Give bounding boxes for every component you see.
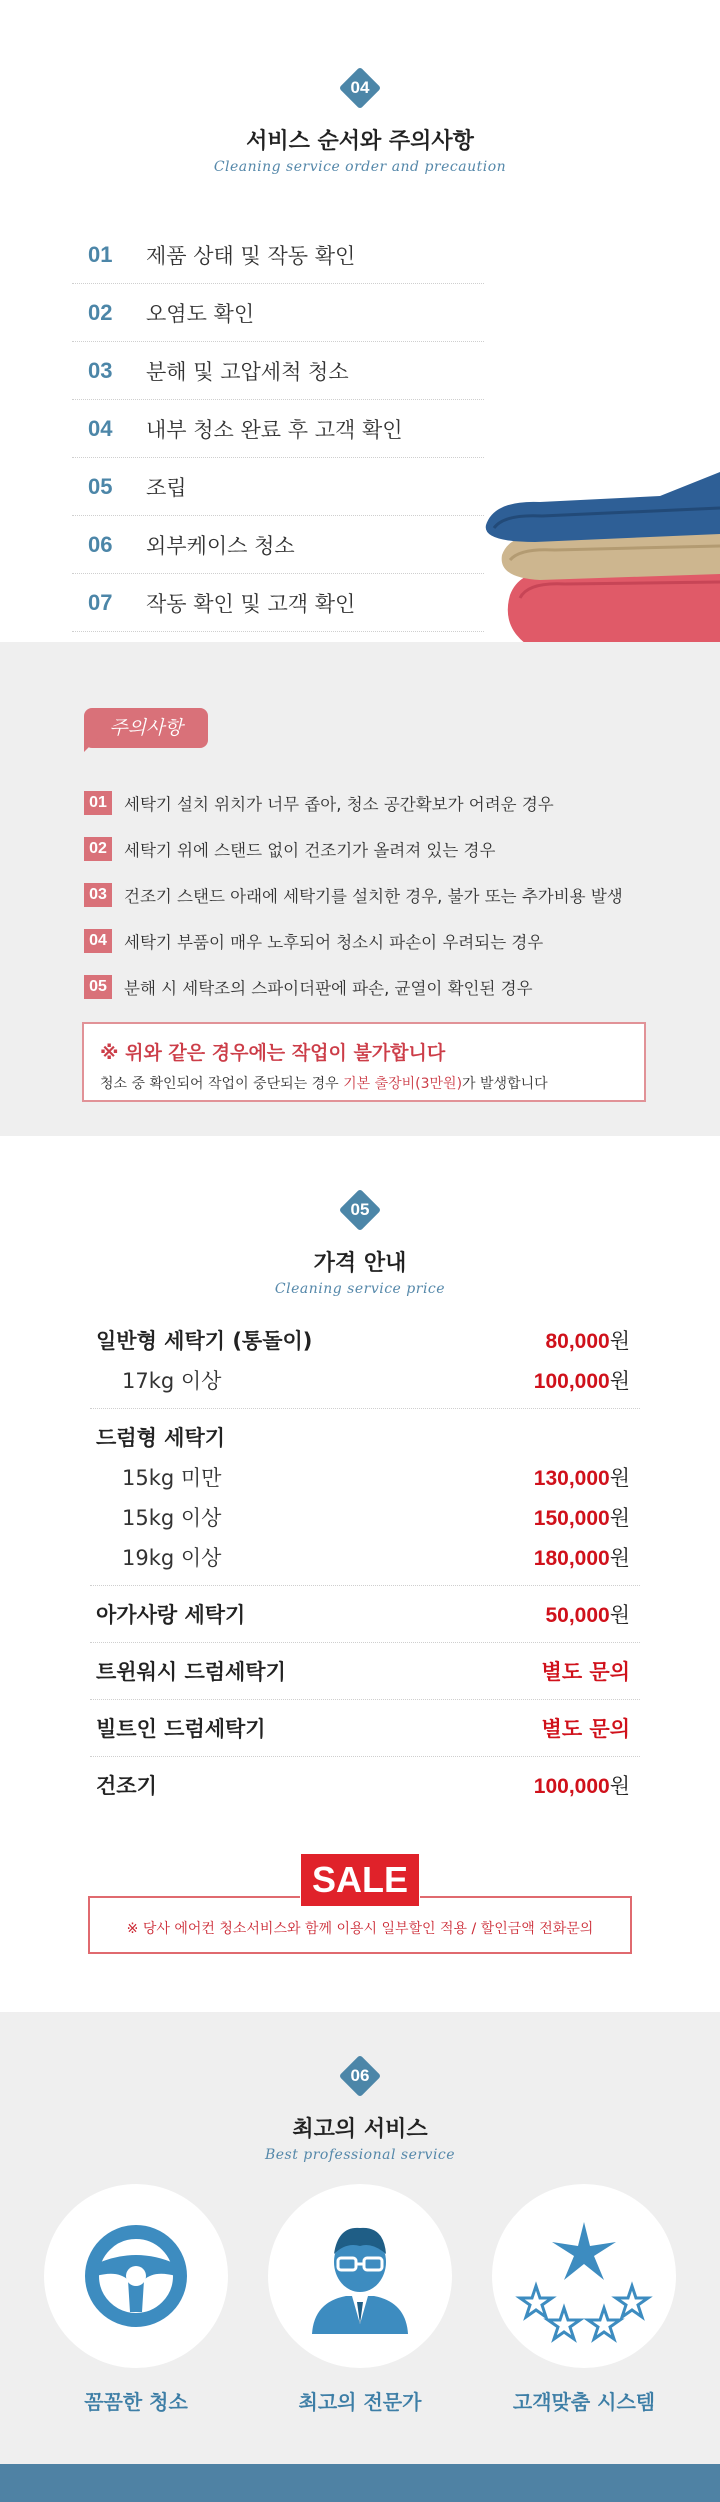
caution-item xyxy=(84,780,684,826)
step-list xyxy=(72,226,484,632)
price-row xyxy=(90,1594,640,1634)
warning-fee-highlight: 기본 출장비(3만원) xyxy=(343,1076,463,1092)
price-group xyxy=(90,1700,640,1757)
step-text: 외부케이스 청소 xyxy=(146,533,295,558)
section-header xyxy=(0,2054,720,2163)
price-row xyxy=(90,1320,640,1360)
price-row xyxy=(90,1457,640,1497)
caution-number: 01 xyxy=(84,791,112,815)
feature-circle xyxy=(492,2184,676,2368)
section-title: 서비스 순서와 주의사항 xyxy=(246,129,474,154)
step-text: 분해 및 고압세척 청소 xyxy=(146,359,349,384)
sale-note: ※ 당사 에어컨 청소서비스와 함께 이용시 일부할인 적용 / 할인금액 전화문의 xyxy=(126,1921,594,1937)
step-item xyxy=(72,400,484,458)
product-price: 130,000원 xyxy=(533,1466,630,1490)
price-group xyxy=(90,1643,640,1700)
section-subtitle: Cleaning service order and precaution xyxy=(213,159,507,175)
step-text: 조립 xyxy=(146,475,187,500)
price-group xyxy=(90,1586,640,1643)
sale-badge: SALE xyxy=(301,1854,419,1906)
step-text: 내부 청소 완료 후 고객 확인 xyxy=(146,417,403,442)
feature-circle xyxy=(44,2184,228,2368)
product-price: 별도 문의 xyxy=(541,1717,630,1741)
section-title: 최고의 서비스 xyxy=(292,2117,428,2142)
caution-list xyxy=(84,780,684,1010)
product-price: 80,000원 xyxy=(545,1329,630,1353)
warning-title: ※ 위와 같은 경우에는 작업이 불가합니다 xyxy=(100,1042,446,1064)
price-group xyxy=(90,1409,640,1586)
caution-number: 04 xyxy=(84,929,112,953)
step-item xyxy=(72,574,484,632)
step-number: 05 xyxy=(88,473,113,499)
price-group xyxy=(90,1757,640,1813)
step-text: 오염도 확인 xyxy=(146,301,255,326)
price-row xyxy=(90,1360,640,1400)
feature-circle xyxy=(268,2184,452,2368)
caution-item xyxy=(84,872,684,918)
step-number: 03 xyxy=(88,357,113,383)
caution-item xyxy=(84,964,684,1010)
step-item xyxy=(72,284,484,342)
caution-text: 세탁기 부품이 매우 노후되어 청소시 파손이 우려되는 경우 xyxy=(124,933,544,952)
step-number: 04 xyxy=(88,415,113,441)
caution-number: 03 xyxy=(84,883,112,907)
product-price: 150,000원 xyxy=(533,1506,630,1530)
step-number: 02 xyxy=(88,299,113,325)
section-header xyxy=(0,66,720,175)
section-service-order xyxy=(0,0,720,642)
caution-tag-label: 주의사항 xyxy=(109,717,183,739)
price-group xyxy=(90,1312,640,1409)
stars-icon xyxy=(492,2184,676,2368)
warning-description: 청소 중 확인되어 작업이 중단되는 경우 기본 출장비(3만원)가 발생합니다 xyxy=(100,1076,548,1092)
product-name: 15kg 이상 xyxy=(122,1506,222,1530)
feature-label: 최고의 전문가 xyxy=(298,2390,422,2414)
step-item xyxy=(72,342,484,400)
step-text: 제품 상태 및 작동 확인 xyxy=(146,243,356,268)
price-row xyxy=(90,1708,640,1748)
caution-text: 건조기 스탠드 아래에 세탁기를 설치한 경우, 불가 또는 추가비용 발생 xyxy=(124,887,623,906)
section-price xyxy=(0,1136,720,2012)
caution-number: 05 xyxy=(84,975,112,999)
product-name: 19kg 이상 xyxy=(122,1546,222,1570)
section-caution xyxy=(0,642,720,1136)
product-price: 180,000원 xyxy=(533,1546,630,1570)
product-name: 17kg 이상 xyxy=(122,1369,222,1393)
section-header xyxy=(0,1188,720,1297)
section-number-badge: 04 xyxy=(338,66,382,110)
caution-number: 02 xyxy=(84,837,112,861)
product-name: 일반형 세탁기 (통돌이) xyxy=(96,1329,313,1353)
section-number-badge: 06 xyxy=(338,2054,382,2098)
product-name: 건조기 xyxy=(96,1774,157,1798)
product-price: 50,000원 xyxy=(545,1603,630,1627)
price-row xyxy=(90,1497,640,1537)
price-row xyxy=(90,1765,640,1805)
product-name: 드럼형 세탁기 xyxy=(96,1426,226,1450)
caution-text: 세탁기 설치 위치가 너무 좁아, 청소 공간확보가 어려운 경우 xyxy=(124,795,554,814)
section-subtitle: Best professional service xyxy=(264,2147,456,2163)
feature-label: 꼼꼼한 청소 xyxy=(84,2390,188,2414)
step-item xyxy=(72,226,484,284)
product-name: 트윈워시 드럼세탁기 xyxy=(96,1660,286,1684)
feature-label: 고객맞춤 시스템 xyxy=(512,2390,656,2414)
caution-item xyxy=(84,826,684,872)
expert-icon xyxy=(268,2184,452,2368)
folded-clothes-image xyxy=(480,470,720,650)
caution-text: 세탁기 위에 스탠드 없이 건조기가 올려져 있는 경우 xyxy=(124,841,496,860)
step-text: 작동 확인 및 고객 확인 xyxy=(146,591,356,616)
step-number: 06 xyxy=(88,531,113,557)
price-row xyxy=(90,1651,640,1691)
product-price: 별도 문의 xyxy=(541,1660,630,1684)
step-item xyxy=(72,516,484,574)
caution-tag xyxy=(84,708,208,748)
price-row xyxy=(90,1417,640,1457)
warning-box xyxy=(82,1022,646,1102)
section-subtitle: Cleaning service price xyxy=(274,1281,446,1297)
product-price: 100,000원 xyxy=(533,1774,630,1798)
section-best-service xyxy=(0,2012,720,2502)
wheel-icon xyxy=(44,2184,228,2368)
step-number: 07 xyxy=(88,589,113,615)
step-number: 01 xyxy=(88,241,113,267)
product-name: 빌트인 드럼세탁기 xyxy=(96,1717,266,1741)
caution-text: 분해 시 세탁조의 스파이더판에 파손, 균열이 확인된 경우 xyxy=(124,979,533,998)
price-row xyxy=(90,1537,640,1577)
step-item xyxy=(72,458,484,516)
bottom-bar xyxy=(0,2464,720,2502)
caution-item xyxy=(84,918,684,964)
product-name: 아가사랑 세탁기 xyxy=(96,1603,246,1627)
product-price: 100,000원 xyxy=(533,1369,630,1393)
price-table xyxy=(90,1312,640,1813)
section-title: 가격 안내 xyxy=(313,1251,407,1276)
product-name: 15kg 미만 xyxy=(122,1466,222,1490)
section-number-badge: 05 xyxy=(338,1188,382,1232)
